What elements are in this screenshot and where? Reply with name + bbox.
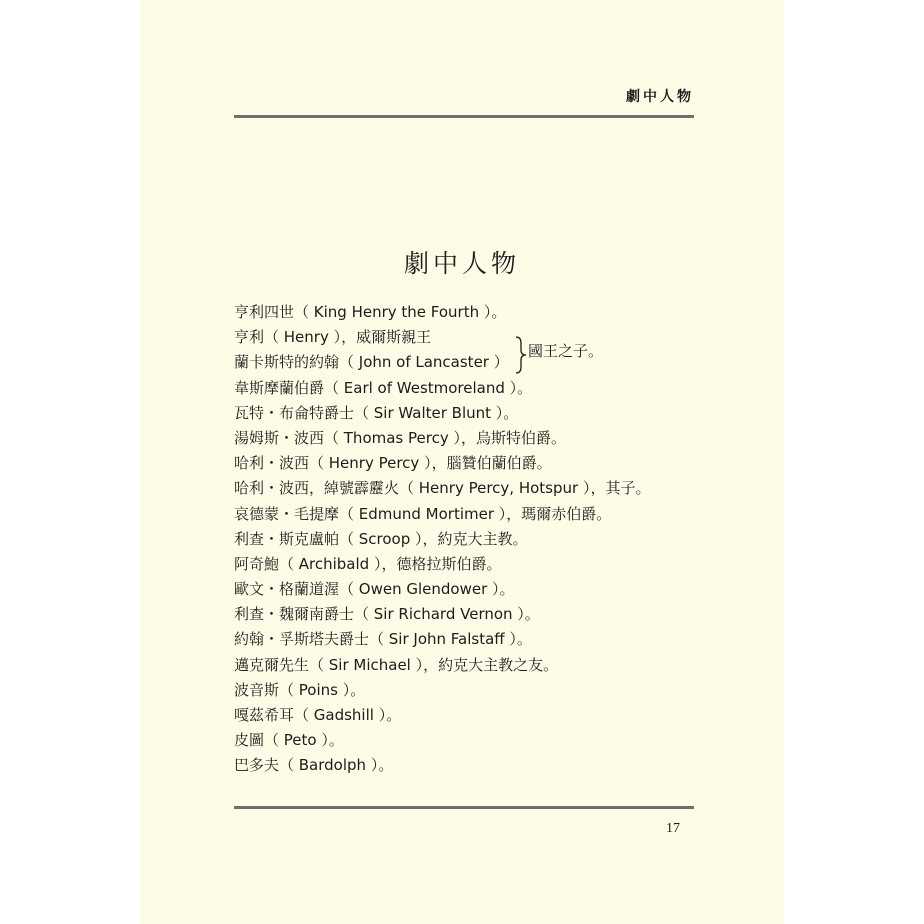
list-item: 嘎茲希耳（ Gadshill ）。	[234, 706, 402, 724]
list-item: 歐文・格蘭道渥（ Owen Glendower ）。	[234, 580, 515, 599]
list-item: 亨利四世（ King Henry the Fourth ）。	[234, 303, 507, 321]
list-item: 利查・斯克盧帕（ Scroop ），約克大主教。	[234, 529, 528, 548]
page-number: 17	[666, 821, 680, 836]
list-item: 瓦特・布侖特爵士（ Sir Walter Blunt ）。	[234, 403, 519, 422]
book-page	[140, 0, 784, 924]
list-item: 哀德蒙・毛提摩（ Edmund Mortimer ），瑪爾赤伯爵。	[234, 504, 612, 523]
running-header: 劇中人物	[626, 89, 694, 105]
list-item: 邁克爾先生（ Sir Michael ），約克大主教之友。	[234, 655, 559, 674]
list-item: 波音斯（ Poins ）。	[234, 680, 366, 699]
character-list	[234, 300, 704, 779]
list-item: 約翰・孚斯塔夫爵士（ Sir John Falstaff ）。	[234, 630, 532, 649]
list-item: 皮圖（ Peto ）。	[234, 731, 344, 750]
bracket-note: 國王之子。	[528, 342, 604, 360]
list-item: 蘭卡斯特的約翰（ John of Lancaster ）	[234, 353, 509, 372]
list-item: 哈利・波西，綽號霹靂火（ Henry Percy, Hotspur ），其子。	[234, 479, 651, 498]
list-item: 亨利（ Henry ），威爾斯親王	[234, 328, 432, 347]
list-item: 巴多夫（ Bardolph ）。	[234, 756, 394, 775]
page-title: 劇中人物	[403, 249, 520, 278]
header-rule	[234, 115, 694, 118]
list-item: 湯姆斯・波西（ Thomas Percy ），烏斯特伯爵。	[234, 428, 566, 447]
right-brace-icon	[515, 336, 527, 374]
list-item: 利查・魏爾南爵士（ Sir Richard Vernon ）。	[234, 605, 540, 624]
list-item: 韋斯摩蘭伯爵（ Earl of Westmoreland ）。	[234, 378, 533, 397]
footer-rule	[234, 806, 694, 809]
list-item: 哈利・波西（ Henry Percy ），腦贊伯蘭伯爵。	[234, 454, 552, 473]
list-item: 阿奇鮑（ Archibald ），德格拉斯伯爵。	[234, 554, 502, 573]
